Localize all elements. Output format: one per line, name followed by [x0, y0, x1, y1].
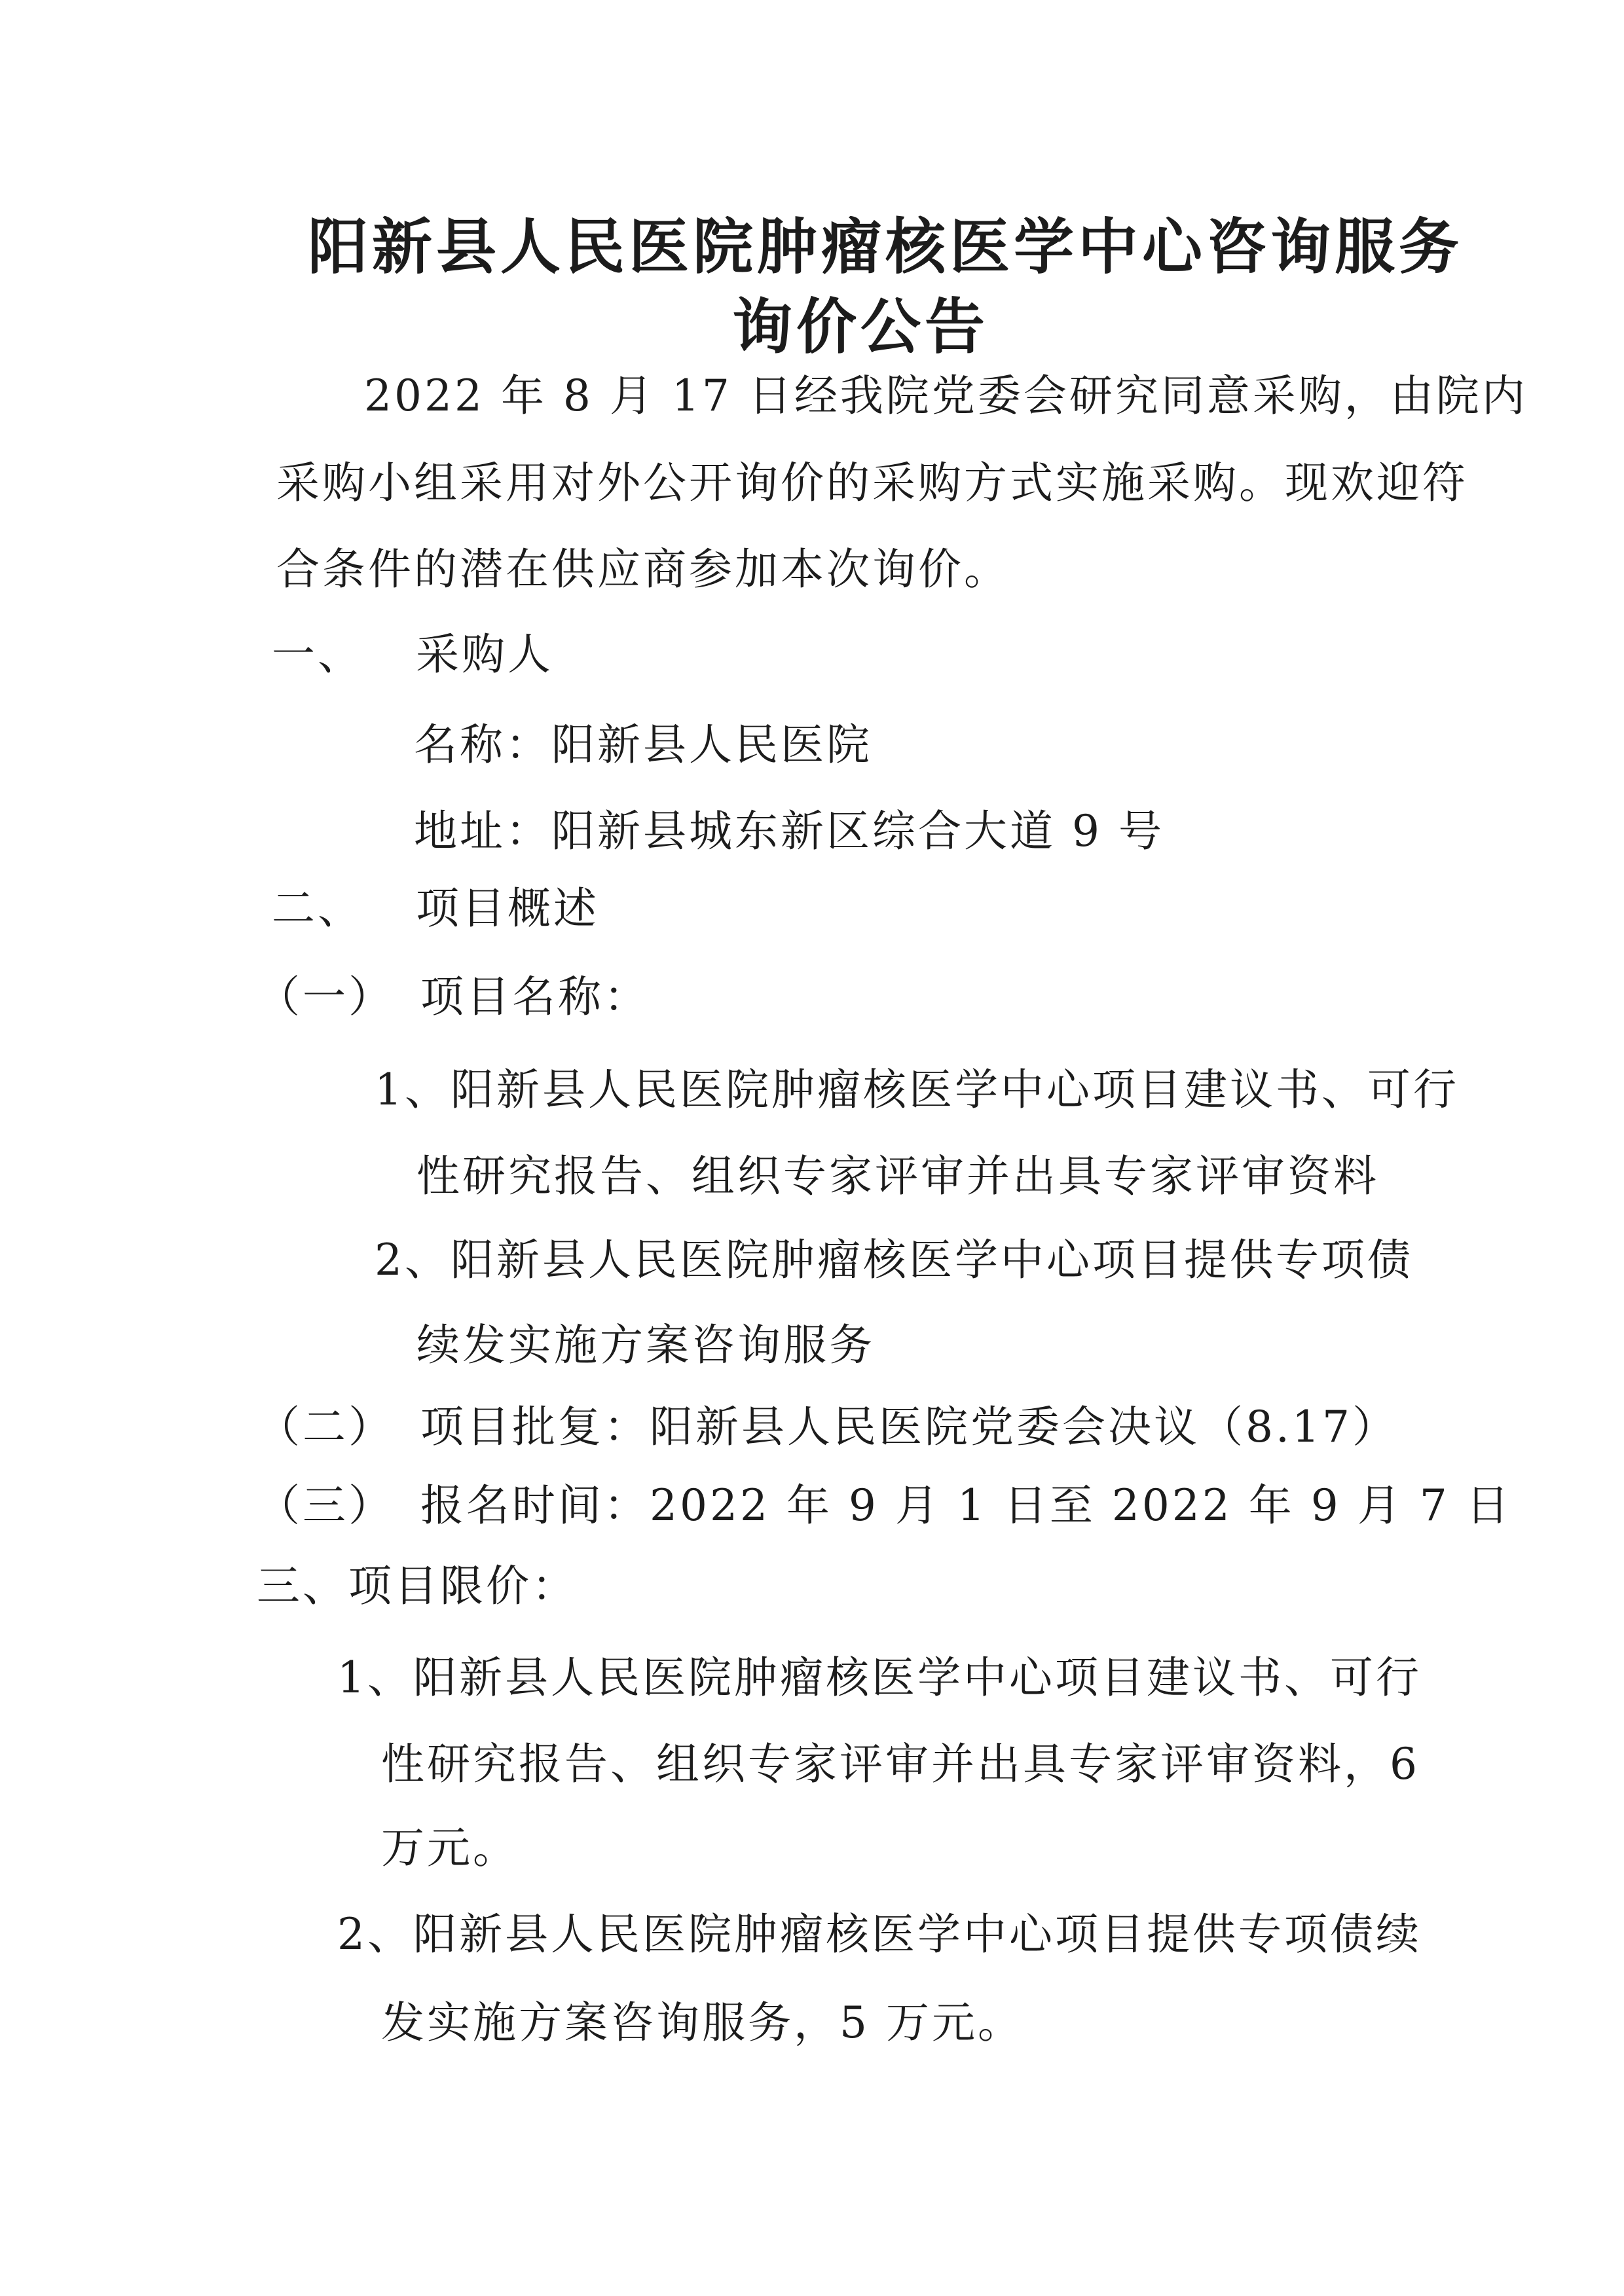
section2-sub1-number: （一）: [257, 972, 394, 1022]
section2-number: 二、: [272, 883, 363, 934]
price-item1-line3: 万元。: [381, 1823, 519, 1873]
section2-sub1-header: [257, 968, 650, 1027]
section1-header: [272, 625, 553, 684]
section2-sub2: [257, 1398, 1398, 1457]
section2-sub2-number: （二）: [257, 1402, 394, 1452]
intro-line-3: 合条件的潜在供应商参加本次询价。: [276, 544, 1010, 594]
purchaser-name: 名称：阳新县人民医院: [414, 720, 872, 770]
section2-sub3: [257, 1476, 1512, 1535]
price-item1-line1: 1、阳新县人民医院肿瘤核医学中心项目建议书、可行: [337, 1652, 1422, 1703]
project-item2-line2: 续发实施方案咨询服务: [416, 1320, 875, 1370]
section3-heading: 三、项目限价：: [257, 1561, 578, 1611]
registration-time: 报名时间：2022 年 9 月 1 日至 2022 年 9 月 7 日: [420, 1480, 1512, 1531]
project-approval: 项目批复：阳新县人民医院党委会决议（8.17）: [420, 1402, 1398, 1452]
price-item1-line2: 性研究报告、组织专家评审并出具专家评审资料，6: [381, 1739, 1420, 1789]
section2-sub1-heading: 项目名称：: [420, 972, 650, 1022]
section1-heading: 采购人: [416, 629, 553, 680]
section2-heading: 项目概述: [416, 883, 599, 934]
price-item2-line2: 发实施方案咨询服务，5 万元。: [381, 1997, 1024, 2048]
section2-sub3-number: （三）: [257, 1480, 394, 1531]
section1-number: 一、: [272, 629, 363, 680]
section2-header: [272, 879, 599, 938]
project-item1-line2: 性研究报告、组织专家评审并出具专家评审资料: [416, 1151, 1379, 1201]
price-item2-line1: 2、阳新县人民医院肿瘤核医学中心项目提供专项债续: [337, 1909, 1422, 1959]
title-line-1: 阳新县人民医院肿瘤核医学中心咨询服务: [308, 212, 1464, 282]
project-item1-line1: 1、阳新县人民医院肿瘤核医学中心项目建议书、可行: [375, 1065, 1459, 1115]
intro-line-1: 2022 年 8 月 17 日经我院党委会研究同意采购，由院内: [364, 371, 1528, 421]
project-item2-line1: 2、阳新县人民医院肿瘤核医学中心项目提供专项债: [375, 1235, 1413, 1285]
intro-line-2: 采购小组采用对外公开询价的采购方式实施采购。现欢迎符: [276, 458, 1468, 508]
purchaser-address: 地址：阳新县城东新区综合大道 9 号: [414, 806, 1164, 856]
title-line-2: 询价公告: [732, 292, 989, 362]
